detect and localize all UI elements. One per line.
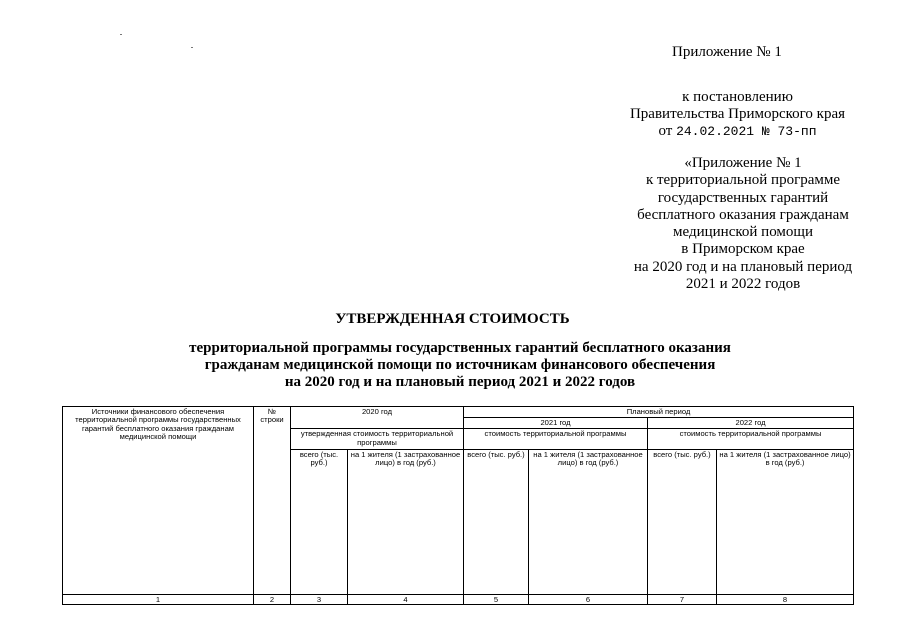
- program-cost-2022-header-cell: стоимость территориальной программы: [648, 429, 854, 449]
- annex-title: Приложение № 1: [672, 44, 782, 60]
- program-annex-line: на 2020 год и на плановый период: [633, 258, 853, 275]
- row-number-header-cell: № строки: [254, 407, 291, 595]
- column-number-cell: 8: [717, 595, 854, 605]
- total-2022-header-cell: всего (тыс. руб.): [648, 449, 717, 595]
- scan-speck: [191, 47, 193, 48]
- program-annex-line: бесплатного оказания гражданам: [637, 206, 849, 223]
- program-annex-block: [612, 155, 874, 293]
- program-annex-line: государственных гарантий: [657, 189, 829, 206]
- program-annex-line: к территориальной программе: [645, 172, 841, 189]
- planned-period-header-cell: Плановый период: [464, 407, 854, 418]
- per-resident-2020-header-cell: на 1 жителя (1 застрахованное лицо) в год (руб.): [348, 449, 464, 595]
- column-number-cell: 6: [529, 595, 648, 605]
- year-2020-header-cell: 2020 год: [291, 407, 464, 429]
- column-number-cell: 2: [254, 595, 291, 605]
- column-number-cell: 4: [348, 595, 464, 605]
- finance-table: [62, 406, 854, 605]
- year-2021-header-cell: 2021 год: [464, 418, 648, 429]
- total-2021-header-cell: всего (тыс. руб.): [464, 449, 529, 595]
- year-2022-header-cell: 2022 год: [648, 418, 854, 429]
- document-title: УТВЕРЖДЕННАЯ СТОИМОСТЬ: [335, 311, 570, 327]
- resolution-date-line: [615, 123, 860, 140]
- resolution-line: к постановлению: [682, 89, 793, 105]
- program-annex-line: медицинской помощи: [673, 224, 813, 241]
- program-cost-2021-header-cell: стоимость территориальной программы: [464, 429, 648, 449]
- source-header-cell: Источники финансового обеспечения территориальной программы государственных гарантий бесплатного оказания гражданам медицинской помощи: [63, 407, 254, 595]
- program-annex-line: 2021 и 2022 годов: [685, 276, 801, 293]
- document-subtitle: [150, 340, 770, 391]
- table-header-row: [63, 407, 854, 418]
- column-number-cell: 7: [648, 595, 717, 605]
- resolution-block: [615, 89, 860, 140]
- column-number-cell: 3: [291, 595, 348, 605]
- resolution-line: Правительства Приморского края: [629, 106, 846, 122]
- date-prefix: от: [658, 123, 673, 139]
- program-annex-line: «Приложение № 1: [684, 155, 802, 171]
- subtitle-line: гражданам медицинской помощи по источникам финансового обеспечения: [204, 357, 716, 373]
- approved-cost-header-cell: утвержденная стоимость территориальной программы: [291, 429, 464, 449]
- resolution-date-stamp: 24.02.2021 № 73-пп: [676, 124, 817, 139]
- program-annex-line: в Приморском крае: [681, 241, 805, 258]
- subtitle-line: на 2020 год и на плановый период 2021 и 2022 годов: [284, 374, 636, 390]
- subtitle-line: территориальной программы государственных гарантий бесплатного оказания: [189, 340, 731, 356]
- column-number-row: [63, 595, 854, 605]
- per-resident-2022-header-cell: на 1 жителя (1 застрахованное лицо) в год (руб.): [717, 449, 854, 595]
- column-number-cell: 5: [464, 595, 529, 605]
- total-2020-header-cell: всего (тыс. руб.): [291, 449, 348, 595]
- scan-speck: [120, 34, 122, 35]
- column-number-cell: 1: [63, 595, 254, 605]
- per-resident-2021-header-cell: на 1 жителя (1 застрахованное лицо) в год (руб.): [529, 449, 648, 595]
